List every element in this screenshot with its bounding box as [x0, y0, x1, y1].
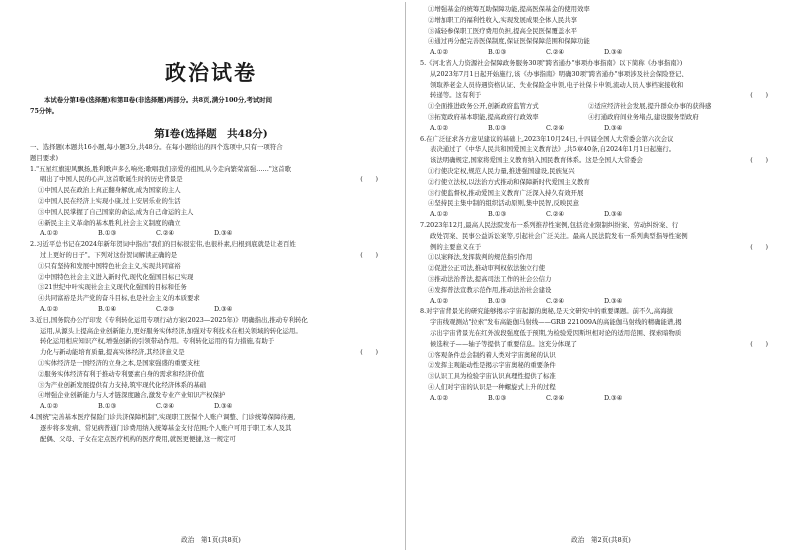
option: ②适应经济社会发展,提升群众办事的获得感	[588, 102, 712, 111]
exam-title: 政治试卷	[165, 60, 257, 85]
choice-b: B.①③	[488, 48, 507, 57]
option: ②服务实体经济有利于推动专利要素自身的需求和经济价值	[38, 369, 205, 378]
option: ③认识工具为检验宇宙认识真理性提供了标准	[428, 372, 556, 381]
option: ①增强基金的统筹互助保障功能,提高医保基金的使用效率	[428, 5, 590, 13]
option: ④新民主主义革命的基本胜利,社会主义制度的确立	[38, 218, 181, 227]
answer-paren: ( )	[360, 175, 378, 184]
choices-row	[30, 228, 392, 239]
choice-c: C.②④	[156, 402, 175, 411]
option: ①行使决定权,规范人民力量,推进强国建设,民族复兴	[428, 166, 575, 175]
option: ④发挥普法宣教示范作用,推动法治社会建设	[428, 285, 552, 294]
option: ③为产业创新发展提供有力支持,筑牢现代化经济体系的基础	[38, 380, 207, 389]
choice-c: C.②④	[546, 296, 565, 305]
choice-d: D.③④	[604, 210, 623, 219]
choice-a: A.①②	[430, 210, 449, 219]
choice-d: D.③④	[604, 393, 623, 402]
answer-paren: ( )	[360, 250, 378, 259]
choice-a: A.①②	[430, 48, 449, 57]
answer-paren: ( )	[750, 339, 768, 348]
option: ②中国人民在经济上实现小康,过上安居乐业的生活	[38, 196, 181, 205]
option: ③中国人民掌握了自己国家的命运,成为自己命运的主人	[38, 207, 194, 216]
left-page	[30, 0, 392, 554]
choice-c: C.②④	[546, 393, 565, 402]
option: ①客观条件总会制约着人类对宇宙奥秘的认识	[428, 350, 556, 359]
question-5: 5.《河北省人力资源社会保障政务服务30项"跨省通办"事项办事指南》以下简称《办事指南》) 从2023年7月1日起开始施行,该《办事指南》明确30项"跨省通办"事项涉及社会保险登记、 领取养老金人员待遇资格认证、失业保险金申领,电子社保卡申领,流动人员人事档案接收和 转递等。这有利于 ( ) ①全面推进政务公开,创新政府监管方式 ②适应经济社会发展,提升群众办事的获得感 ③拓宽政府基本职能,提高政府行政效率 ④打通政府间业务堵点,建设服务型政府 A.①② B.①③ C.②④ D.③④	[420, 58, 782, 134]
option: ③拓宽政府基本职能,提高政府行政效率	[428, 112, 539, 121]
choice-d: D.③④	[214, 304, 233, 313]
choice-b: B.①④	[98, 304, 117, 313]
choice-c: C.②④	[546, 123, 565, 132]
choice-a: A.①②	[430, 123, 449, 132]
answer-paren: ( )	[750, 242, 768, 251]
option: ①中国人民在政治上真正翻身解放,成为国家的主人	[38, 186, 181, 195]
question-8: 8.对宇宙背景光的研究能够揭示宇宙起源的奥秘,是天文研究中的重要课题。前不久,高海拔 宇宙线观测站"拉索"发布高能伽马射线——GRB 221009A的高能伽马射线的精确能谱,揭 示出宇宙背景光在红外波段强度低于预期,为检验爱因斯坦相对论的适用范围、探索暗物质 候选粒子——轴子等提供了重要信息。这充分体现了 ( ) ①客观条件总会制约着人类对宇宙奥秘的认识 ②发挥主观能动性是揭示宇宙奥秘的重要条件 ③认识工具为检验宇宙认识真理性提供了标准 ④人们对宇宙的认识是一种螺旋式上升的过程 A.①② B.①③ C.②④ D.③④	[420, 306, 782, 403]
choices-row	[420, 393, 782, 404]
option: ②促进公正司法,推动审判权依法独立行使	[428, 264, 546, 273]
choices-row	[420, 47, 782, 58]
option: ④人们对宇宙的认识是一种螺旋式上升的过程	[428, 382, 556, 391]
page-divider	[405, 2, 406, 550]
option: ④共同富裕是共产党的奋斗目标,也是社会主义的本质要求	[38, 294, 200, 303]
choice-a: A.①②	[40, 304, 59, 313]
option: ①全面推进政务公开,创新政府监管方式	[428, 102, 539, 111]
page-footer: 政治 第1页(共8页)	[181, 536, 241, 544]
right-page	[420, 0, 782, 554]
choice-a: A.①②	[40, 229, 59, 238]
choice-a: A.①②	[430, 393, 449, 402]
question-6: 6.在广泛征求各方意见建议的基础上,2023年10月24日,十四届全国人大常委会第六次会议 表决通过了《中华人民共和国爱国主义教育法》,共5章40条,自2024年1月1日起施行。 该法明确规定,国家将爱国主义教育纳入国民教育体系。这是全国人大常委会 ( ) ①行使决定权,规范人民力量,推进强国建设,民族复兴 ②行使立法权,以法治方式推动和保障新时代爱国主义教育 ③行使监督权,推动爱国主义教育广泛深入持久有效开展 ④坚持民主集中制的组织活动原则,集中民智,反映民意 A.①② B.①③ C.②④ D.③④	[420, 134, 782, 220]
choice-a: A.①②	[40, 402, 59, 411]
choices-row	[30, 401, 392, 412]
choice-b: B.①③	[488, 296, 507, 305]
choice-b: B.①③	[488, 210, 507, 219]
option: ④通过再分配完善医保制度,保证医保保障范围和保障功能	[428, 37, 590, 46]
choice-c: C.②④	[546, 48, 565, 57]
choice-c: C.②④	[546, 210, 565, 219]
option: ②增加职工的福利性收入,实现发展成果全体人民共享	[428, 15, 578, 24]
option: ④打通政府间业务堵点,建设服务型政府	[588, 112, 699, 121]
question-3: 3.近日,国务院办公厅印发《专利转化运用专项行动方案(2023—2025年)》明确指出,推动专利转化 运用,从源头上提高企业创新能力,更好服务实体经济,加强对专利技术在相关领域的转化运用。 转化运用相应知识产权,增强创新的引领带动作用。专利转化运用的有力措施,有助于 力化与新动能培育质量,提高实体经济,其经济意义是 ( ) ①实体经济是一国经济的立身之本,是国家强盛的重要支柱 ②服务实体经济有利于推动专利要素自身的需求和经济价值 ③为产业创新发展提供有力支持,筑牢现代化经济体系的基础 ④增强企业创新能力与人才链深度融合,激发专业产业知识产权保护 A.①② B.①③ C.②④ D.③④	[30, 315, 392, 412]
option: ①实体经济是一国经济的立身之本,是国家强盛的重要支柱	[38, 358, 200, 367]
choice-b: B.①③	[98, 402, 117, 411]
option: ④增强企业创新能力与人才链深度融合,激发专业产业知识产权保护	[38, 391, 226, 400]
answer-paren: ( )	[360, 348, 378, 357]
choice-b: B.①③	[488, 393, 507, 402]
option: ④坚持民主集中制的组织活动原则,集中民智,反映民意	[428, 199, 580, 208]
choices-row	[420, 123, 782, 134]
option: ③减轻参保职工医疗费用负担,提高全民医保覆盖水平	[428, 26, 578, 35]
choice-d: D.③④	[604, 48, 623, 57]
option: ②发挥主观能动性是揭示宇宙奥秘的重要条件	[428, 361, 556, 370]
question-4-continued	[420, 4, 782, 58]
answer-paren: ( )	[750, 91, 768, 100]
choice-d: D.③④	[604, 123, 623, 132]
question-7: 7.2023年12月,最高人民法院发布一系列推荐性案例,包括竞业限制纠纷案、劳动纠纷案、行 政处罚案、民事公益诉讼案等,引起社会广泛关注。最高人民法院发布一系列典型指导性案例 例的主要意义在于 ( ) ①以案释法,发挥裁判的规范指引作用 ②促进公正司法,推动审判权依法独立行使 ③推动法治普法,提高司法工作的社会公信力 ④发挥普法宣教示范作用,推动法治社会建设 A.①② B.①③ C.②④ D.③④	[420, 220, 782, 306]
choice-b: B.①③	[98, 229, 117, 238]
choices-row	[420, 296, 782, 307]
choice-a: A.①②	[430, 296, 449, 305]
option: ①只有坚持和发展中国特色社会主义,实现共同富裕	[38, 261, 181, 270]
section-heading: 第Ⅰ卷(选择题 共48分)	[154, 128, 268, 140]
choice-c: C.②④	[156, 229, 175, 238]
option: ②中国特色社会主义进入新时代,现代化强国目标已实现	[38, 272, 194, 281]
answer-paren: ( )	[750, 156, 768, 165]
choice-b: B.①③	[488, 123, 507, 132]
exam-intro: 本试卷分第Ⅰ卷(选择题)和第Ⅱ卷(非选择题)两部分。共8页,满分100分,考试时间 75分钟。	[30, 96, 273, 115]
choice-d: D.③④	[214, 402, 233, 411]
question-2: 2.习近平总书记在2024年新年贺词中指出"我们的目标很宏伟,也很朴素,归根到底就是让老百姓 过上更好的日子"。下列对这份贺词解读正确的是 ( ) ①只有坚持和发展中国特色社会主义,实现共同富裕 ②中国特色社会主义进入新时代,现代化强国目标已实现 ③21世纪中叶实现社会主义现代化强国的目标和任务 ④共同富裕是共产党的奋斗目标,也是社会主义的本质要求 A.①② B.①④ C.②③ D.③④	[30, 239, 392, 315]
option: ③21世纪中叶实现社会主义现代化强国的目标和任务	[38, 283, 187, 292]
question-1: 1."五星红旗迎风飘扬,胜利歌声多么响亮;歌唱我们亲爱的祖国,从今走向繁荣富强……"这首歌 唱出了中国人民的心声,这首歌诞生时的历史背景是 ( ) ①中国人民在政治上真正翻身解放,成为国家的主人 ②中国人民在经济上实现小康,过上安居乐业的生活 ③中国人民掌握了自己国家的命运,成为自己命运的主人 ④新民主主义革命的基本胜利,社会主义制度的确立 A.①② B.①③ C.②④ D.③④	[30, 164, 392, 240]
choice-d: D.③④	[604, 296, 623, 305]
option: ①以案释法,发挥裁判的规范指引作用	[428, 253, 533, 262]
option: ③推动法治普法,提高司法工作的社会公信力	[428, 274, 552, 283]
question-4: 4.国统"完善基本医疗保险门诊共济保障机制",实现职工医保个人账户调整、门诊统筹保障待遇, 逐步将多发病、常见病普通门诊费用纳入统筹基金支付范围;个人账户可用于职工本人及其 配偶、父母、子女在定点医疗机构的医疗费用,就医更便捷,这一规定可	[30, 412, 296, 443]
choice-c: C.②③	[156, 304, 175, 313]
option: ③行使监督权,推动爱国主义教育广泛深入持久有效开展	[428, 188, 584, 197]
option: ②行使立法权,以法治方式推动和保障新时代爱国主义教育	[428, 177, 590, 186]
instructions: 一、选择题(本题共16小题,每小题3分,共48分。在每小题给出的四个选项中,只有一项符合 题目要求)	[30, 143, 283, 162]
page-footer: 政治 第2页(共8页)	[571, 536, 631, 544]
choices-row	[30, 304, 392, 315]
choice-d: D.③④	[214, 229, 233, 238]
choices-row	[420, 209, 782, 220]
